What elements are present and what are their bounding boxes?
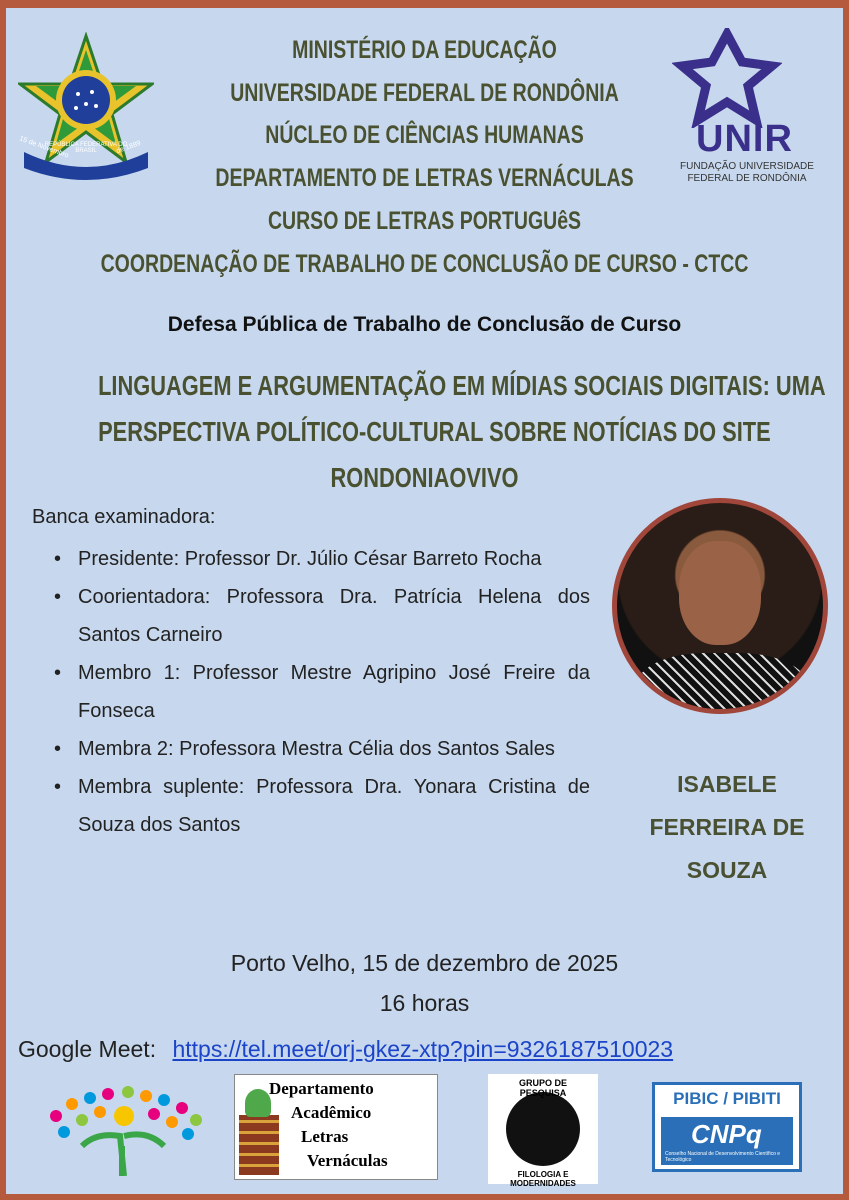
poster <box>6 8 843 1194</box>
pibic-cnpq-logo <box>652 1082 802 1172</box>
event-time: 16 horas <box>379 990 470 1016</box>
dept-logo-line-3: Letras <box>301 1127 349 1146</box>
student-face <box>679 541 761 645</box>
book-stack-icon <box>239 1115 279 1175</box>
unir-caption-2: FEDERAL DE RONDÔNIA <box>687 173 807 184</box>
student-name-line-3: SOUZA <box>686 857 768 883</box>
dept-logo-line-1: Departamento <box>269 1079 374 1098</box>
ribbon-text: REPÚBLICA FEDERATIVA DO BRASIL <box>44 142 128 154</box>
student-name-line-2: FERREIRA DE <box>649 814 805 840</box>
header-line-1: MINISTÉRIO DA EDUCAÇÃO <box>292 36 557 64</box>
dept-logo <box>234 1074 438 1180</box>
dept-logo-line-2: Acadêmico <box>291 1103 372 1122</box>
event-subtitle: Defesa Pública de Trabalho de Conclusão de Curso <box>167 313 682 336</box>
unir-caption-1: FUNDAÇÃO UNIVERSIDADE <box>680 161 814 172</box>
grupo-logo-bottom: FILOLOGIA E MODERNIDADES <box>510 1170 576 1188</box>
header-line-3: NÚCLEO DE CIÊNCIAS HUMANAS <box>265 121 584 149</box>
student-name <box>612 763 842 892</box>
meet-label: Google Meet: <box>18 1036 157 1062</box>
grupo-pesquisa-disc-icon <box>506 1092 580 1166</box>
meet-link[interactable]: https://tel.meet/orj-gkez-xtp?pin=9326187510023 <box>172 1036 674 1062</box>
list-item: • Presidente: Professor Dr. Júlio César Barreto Rocha <box>54 540 590 578</box>
header-line-2: UNIVERSIDADE FEDERAL DE RONDÔNIA <box>230 79 619 107</box>
thesis-title-line-3: RONDONIAOVIVO <box>330 462 519 493</box>
tree-of-knowledge-icon <box>36 1086 212 1176</box>
ribbon-date-left: 15 de Novembro <box>18 135 70 160</box>
list-item: • Coorientadora: Professora Dra. Patrícia Helena dos Santos Carneiro <box>54 578 590 654</box>
grupo-pesquisa-logo <box>488 1074 598 1188</box>
cnpq-label: CNPq <box>691 1119 762 1149</box>
ribbon-date-right: de 1889 <box>115 139 142 156</box>
banca-heading: Banca examinadora: <box>32 506 216 528</box>
grupo-logo-top: GRUPO DE PESQUISA <box>518 1078 567 1098</box>
student-shirt <box>637 653 807 714</box>
dept-logo-line-4: Vernáculas <box>307 1151 388 1170</box>
student-name-line-1: ISABELE <box>677 771 777 797</box>
pibic-label: PIBIC / PIBITI <box>673 1089 781 1108</box>
thesis-title-line-2: PERSPECTIVA POLÍTICO-CULTURAL SOBRE NOTÍCIAS DO SITE <box>98 416 771 447</box>
header-line-5: CURSO DE LETRAS PORTUGUêS <box>267 207 582 235</box>
banca-list <box>54 540 590 844</box>
header-line-4: DEPARTAMENTO DE LETRAS VERNÁCULAS <box>215 164 634 192</box>
student-photo <box>612 498 828 714</box>
place-date: Porto Velho, 15 de dezembro de 2025 <box>230 950 619 976</box>
cnpq-caption: Conselho Nacional de Desenvolvimento Científico e Tecnológico <box>665 1151 781 1163</box>
list-item: • Membra suplente: Professora Dra. Yonara Cristina de Souza dos Santos <box>54 768 590 844</box>
list-item: • Membro 1: Professor Mestre Agripino José Freire da Fonseca <box>54 654 590 730</box>
reader-figure-icon <box>245 1089 271 1117</box>
unir-acronym: UNIR <box>696 118 793 160</box>
list-item: • Membra 2: Professora Mestra Célia dos Santos Sales <box>54 730 590 768</box>
meet-row <box>18 1036 673 1063</box>
header-line-6: COORDENAÇÃO DE TRABALHO DE CONCLUSÃO DE CURSO - CTCC <box>100 250 749 278</box>
cnpq-box <box>661 1117 793 1165</box>
thesis-title-line-1: LINGUAGEM E ARGUMENTAÇÃO EM MÍDIAS SOCIAIS DIGITAIS: UMA <box>98 370 826 401</box>
unir-star-logo-icon <box>672 28 782 128</box>
